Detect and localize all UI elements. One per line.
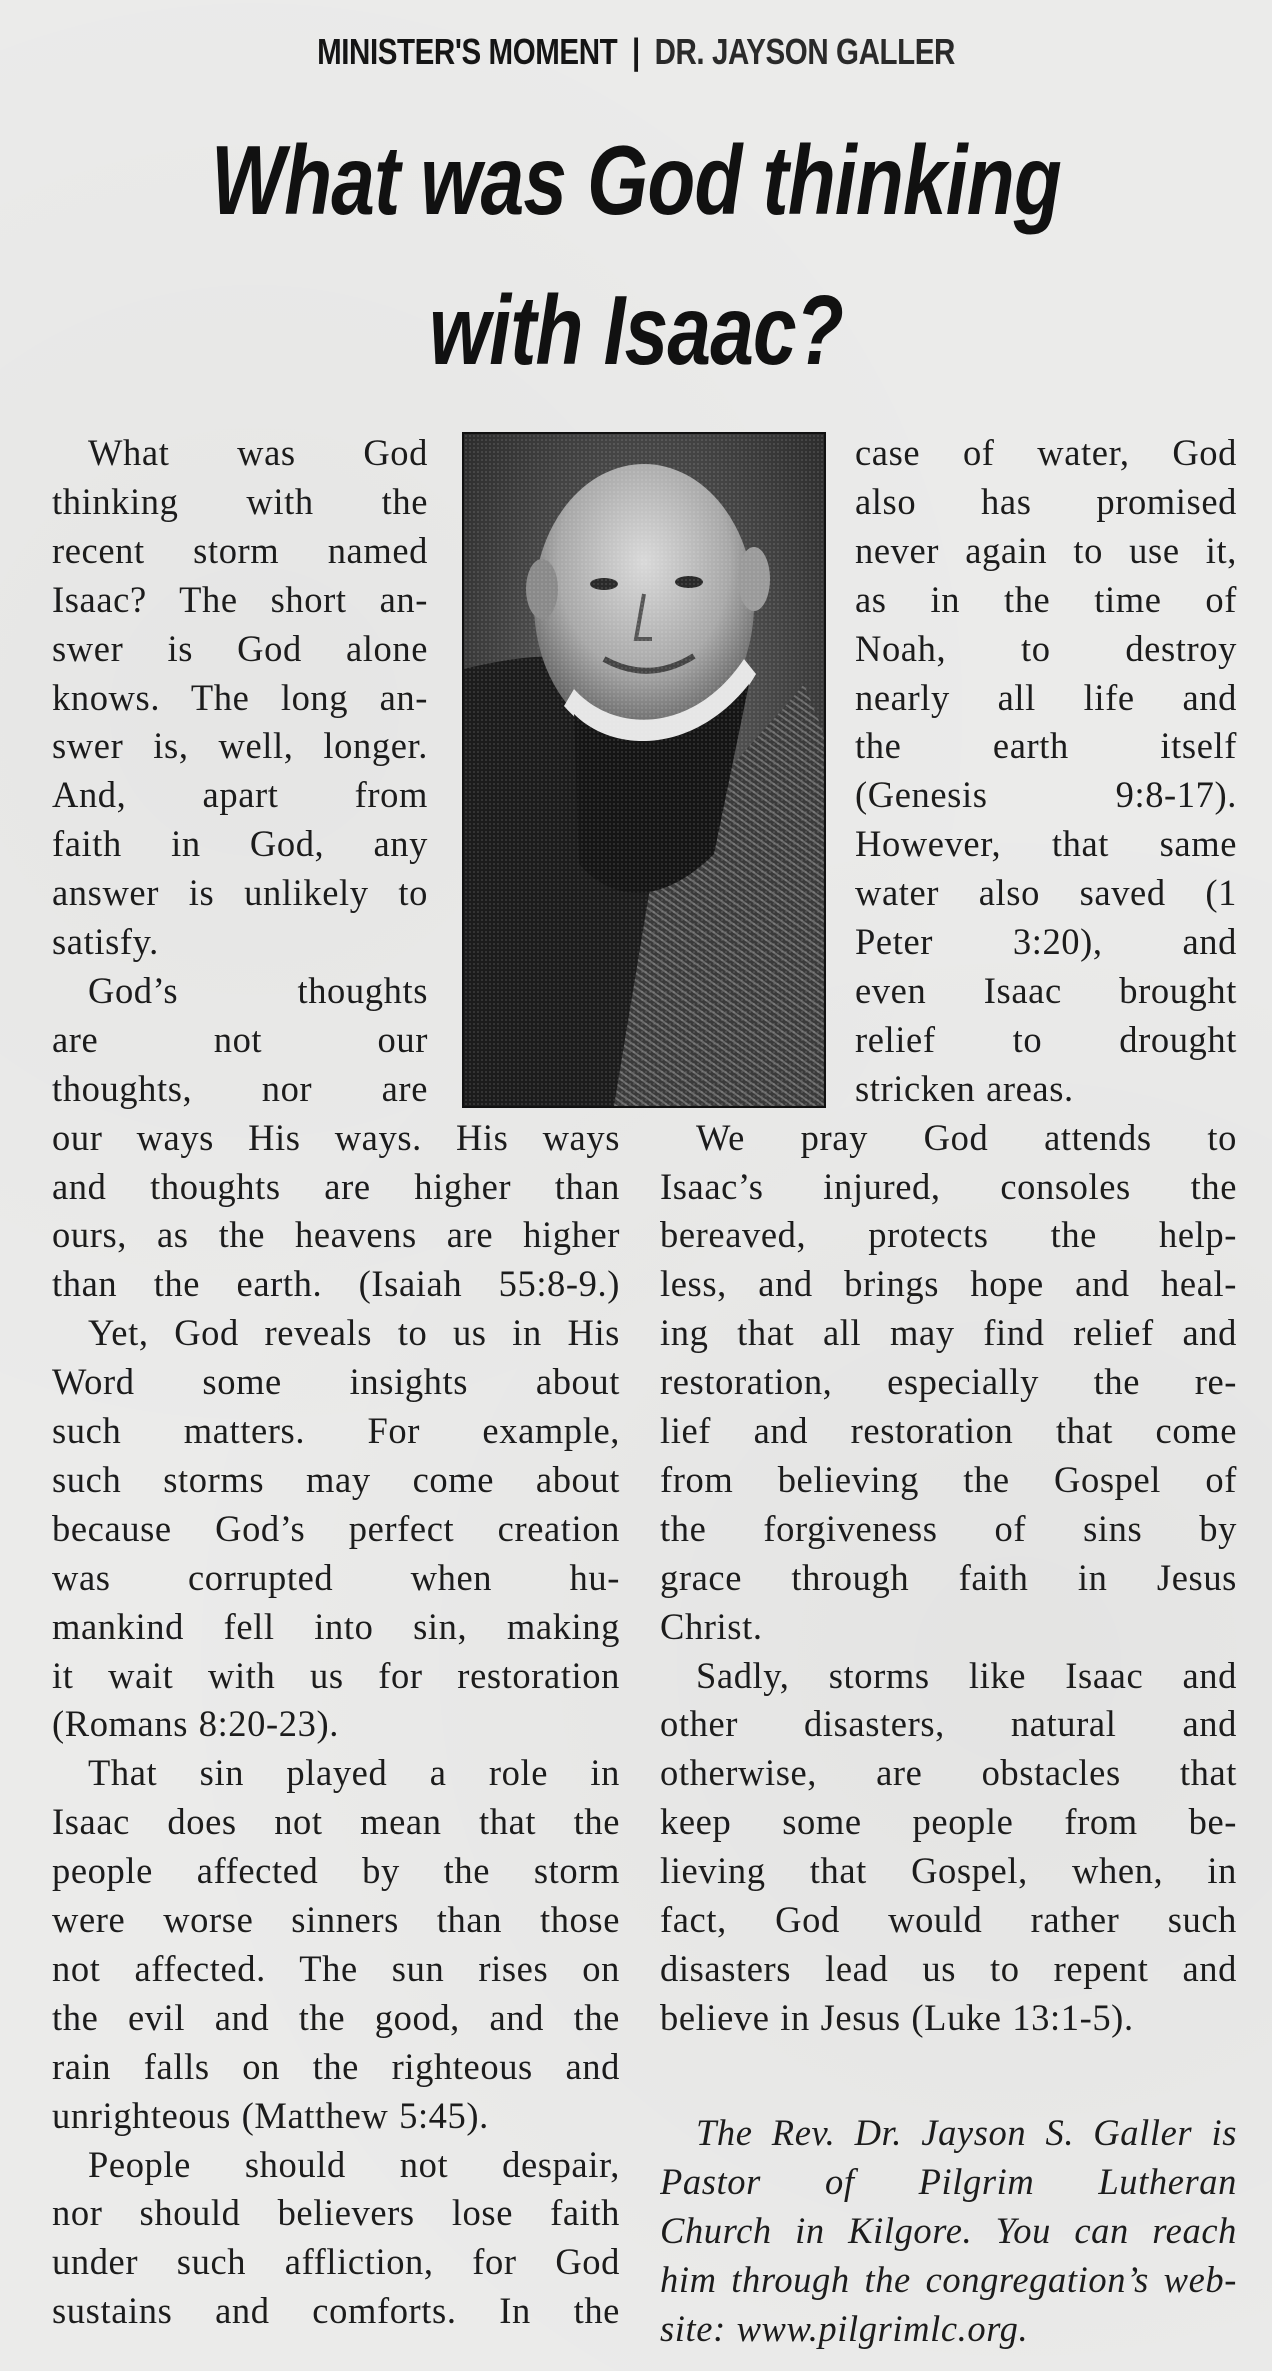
article-line: people affected by the storm: [52, 1850, 620, 1892]
article-line: thoughts, nor are: [52, 1067, 428, 1109]
article-line: unrighteous (Matthew 5:45).: [52, 2094, 489, 2136]
article-line: bereaved, protects the help-: [660, 1214, 1237, 1256]
headline-line-1: What was God thinking: [211, 125, 1061, 235]
bio-line: him through the congregation’s web-: [660, 2258, 1237, 2300]
article-line: People should not despair,: [88, 2143, 620, 2185]
article-line: nearly all life and: [855, 676, 1237, 718]
article-line: under such affliction, for God: [52, 2241, 620, 2283]
article-line: We pray God attends to: [696, 1116, 1237, 1158]
bio-line: The Rev. Dr. Jayson S. Galler is: [696, 2112, 1237, 2153]
article-line: thinking with the: [52, 480, 428, 522]
article-line: case of water, God: [855, 432, 1237, 473]
article-line: water also saved (1: [855, 872, 1237, 914]
bio-line: Pastor of Pilgrim Lutheran: [660, 2160, 1237, 2202]
kicker-author: DR. JAYSON GALLER: [654, 31, 955, 72]
article-line: lief and restoration that come: [660, 1410, 1237, 1451]
article-line: were worse sinners than those: [52, 1899, 620, 1940]
article-line: lieving that Gospel, when, in: [660, 1850, 1237, 1892]
article-line: not affected. The sun rises on: [52, 1947, 620, 1989]
article-line: as in the time of: [855, 578, 1237, 620]
article-line: never again to use it,: [855, 529, 1237, 571]
article-line: even Isaac brought: [855, 969, 1237, 1011]
article-line: ours, as the heavens are higher: [52, 1214, 620, 1256]
bio-line: site: www.pilgrimlc.org.: [660, 2307, 1029, 2349]
article-line: God’s thoughts: [88, 969, 428, 1011]
article-line: restoration, especially the re-: [660, 1361, 1237, 1403]
article-line: (Romans 8:20-23).: [52, 1703, 339, 1745]
article-line: grace through faith in Jesus: [660, 1556, 1237, 1598]
article-line: faith in God, any: [52, 823, 428, 865]
article-line: knows. The long an-: [52, 676, 428, 718]
article-line: nor should believers lose faith: [52, 2192, 620, 2234]
article-line: and thoughts are higher than: [52, 1165, 620, 1207]
article-line: satisfy.: [52, 921, 159, 962]
article-line: sustains and comforts. In the: [52, 2290, 620, 2332]
article-line: ing that all may find relief and: [660, 1312, 1237, 1354]
article-line: our ways His ways. His ways: [52, 1116, 620, 1158]
article-line: are not our: [52, 1018, 428, 1060]
article-line: such matters. For example,: [52, 1410, 620, 1451]
article-line: Noah, to destroy: [855, 627, 1237, 669]
bio-line: Church in Kilgore. You can reach: [660, 2209, 1237, 2251]
section-kicker: [114, 30, 1157, 74]
article-line: Isaac? The short an-: [52, 578, 428, 620]
article-line: disasters lead us to repent and: [660, 1947, 1237, 1989]
article-line: Sadly, storms like Isaac and: [696, 1654, 1237, 1696]
article-line: Christ.: [660, 1605, 763, 1647]
article-line: was corrupted when hu-: [52, 1556, 620, 1598]
article-line: swer is God alone: [52, 627, 428, 669]
article-line: What was God: [88, 432, 428, 473]
headline-line-2: with Isaac?: [429, 275, 843, 385]
article-line: And, apart from: [52, 774, 428, 816]
article-line: answer is unlikely to: [52, 872, 428, 914]
article-line: from believing the Gospel of: [660, 1458, 1237, 1500]
article-line: Isaac’s injured, consoles the: [660, 1165, 1237, 1207]
article-line: such storms may come about: [52, 1458, 620, 1500]
article-line: Isaac does not mean that the: [52, 1801, 620, 1843]
article-line: less, and brings hope and heal-: [660, 1263, 1237, 1305]
article-line: relief to drought: [855, 1018, 1237, 1060]
article-line: other disasters, natural and: [660, 1703, 1237, 1745]
article-line: the evil and the good, and the: [52, 1996, 620, 2038]
section-name: MINISTER'S MOMENT: [317, 31, 618, 72]
article-line: the forgiveness of sins by: [660, 1507, 1237, 1549]
author-photo: [462, 432, 826, 1108]
article-line: it wait with us for restoration: [52, 1654, 620, 1696]
kicker-separator: |: [632, 31, 640, 72]
article-line: stricken areas.: [855, 1067, 1074, 1109]
article-line: mankind fell into sin, making: [52, 1605, 620, 1647]
article-line: Peter 3:20), and: [855, 921, 1237, 962]
article-line: swer is, well, longer.: [52, 725, 428, 767]
article-line: Yet, God reveals to us in His: [88, 1312, 620, 1354]
portrait-image: [464, 434, 824, 1106]
article-line: Word some insights about: [52, 1361, 620, 1403]
article-line: (Genesis 9:8-17).: [855, 774, 1237, 816]
article-line: keep some people from be-: [660, 1801, 1237, 1843]
article-line: because God’s perfect creation: [52, 1507, 620, 1549]
article-line: However, that same: [855, 823, 1237, 865]
article-line: fact, God would rather such: [660, 1899, 1237, 1940]
article-line: believe in Jesus (Luke 13:1-5).: [660, 1996, 1134, 2038]
article-line: also has promised: [855, 480, 1237, 522]
article-line: the earth itself: [855, 725, 1237, 767]
article-line: than the earth. (Isaiah 55:8-9.): [52, 1263, 620, 1305]
article-line: otherwise, are obstacles that: [660, 1752, 1237, 1794]
article-line: rain falls on the righteous and: [52, 2045, 620, 2087]
article-line: That sin played a role in: [88, 1752, 620, 1794]
article-line: recent storm named: [52, 529, 428, 571]
